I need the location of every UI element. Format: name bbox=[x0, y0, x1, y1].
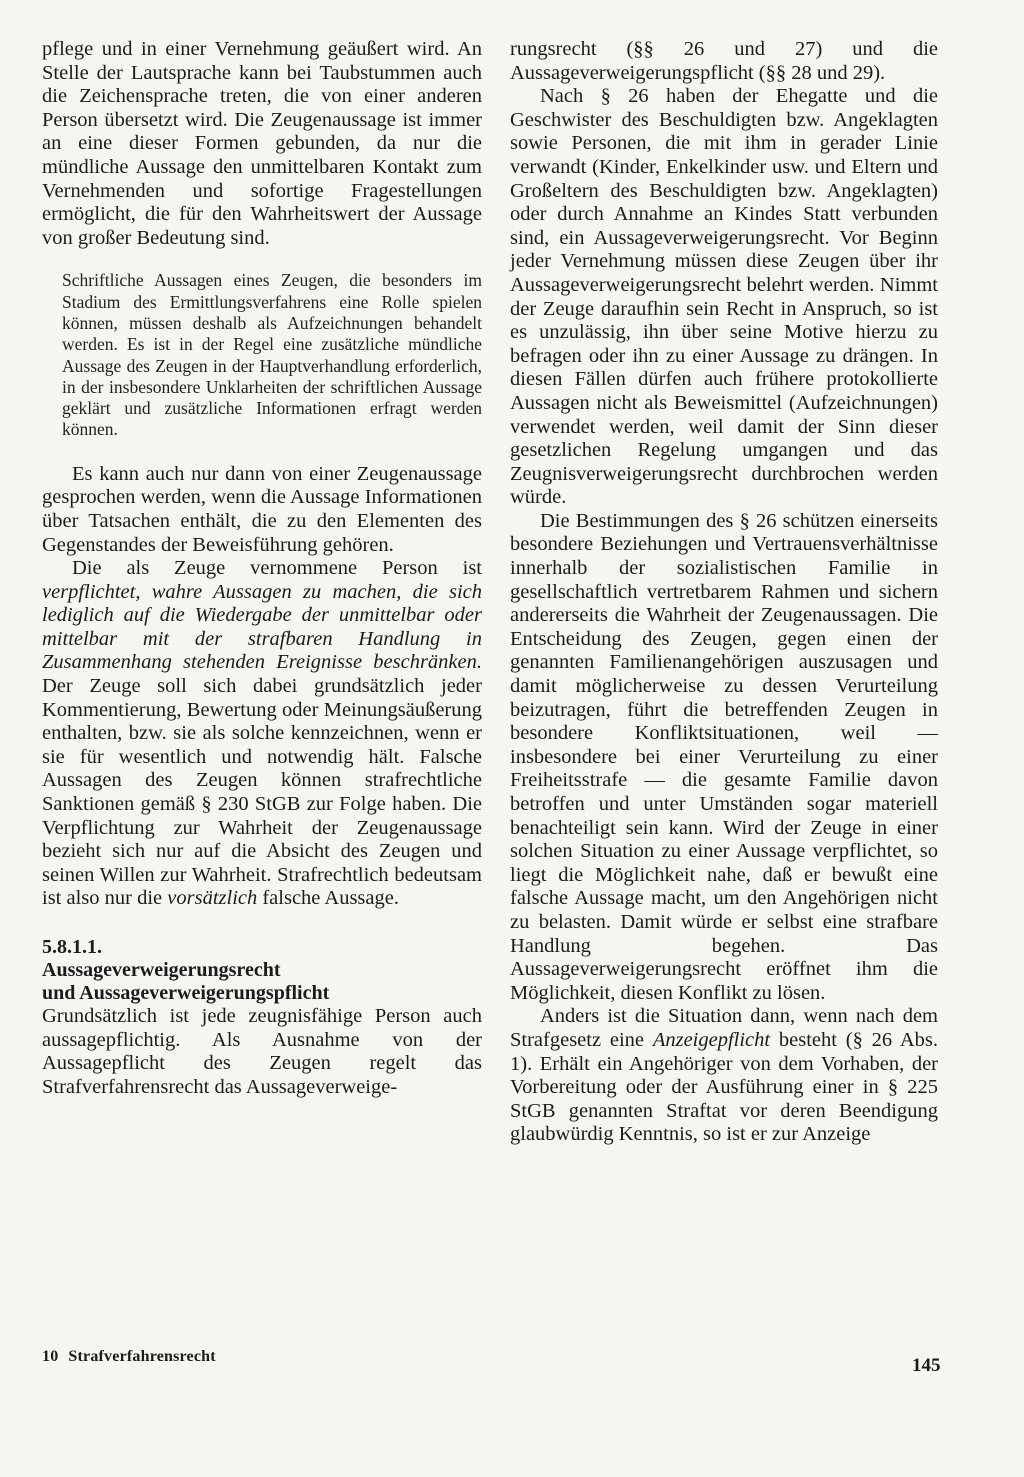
left-column bbox=[42, 38, 482, 1099]
paragraph: Die Bestimmungen des § 26 schützen einerseits besondere Beziehungen und Vertrauensverhältnisse innerhalb der sozialistischen Familie in gesellschaftlich vertretbarem Rahmen und sichern andererseits die Wahrheit der Zeugenaussagen. Die Entscheidung des Zeugen, gegen einen der genannten Familienangehörigen auszusagen und damit möglicherweise zu dessen Verurteilung beizutragen, führt die betreffenden Zeugen in besondere Konfliktsituationen, weil — insbesondere bei einer Verurteilung zu einer Freiheitsstrafe — die gesamte Familie davon betroffen und unter Umständen sogar materiell benachteiligt sein kann. Wird der Zeuge in einer solchen Situation zu einer Aussage verpflichtet, so liegt die Möglichkeit nahe, daß er bewußt eine falsche Aussage macht, um den Angehörigen nicht zu belasten. Damit würde er selbst eine strafbare Handlung begehen. Das Aussageverweigerungsrecht eröffnet ihm die Möglichkeit, diesen Konflikt zu lösen. bbox=[510, 509, 938, 1004]
paragraph bbox=[42, 557, 482, 911]
section-number: 5.8.1.1. bbox=[42, 936, 102, 958]
paragraph: pflege und in einer Vernehmung geäußert wird. An Stelle der Lautsprache kann bei Taubstummen auch die Zeichensprache treten, die von einer anderen Person übersetzt wird. Die Zeugenaussage ist immer an eine dieser Formen gebunden, da nur die mündliche Aussage den unmittelbaren Kontakt zum Vernehmenden und sofortige Fragestellungen ermöglicht, die für den Wahrheitswert der Aussage von großer Bedeutung sind. bbox=[42, 38, 482, 249]
paragraph: rungsrecht (§§ 26 und 27) und die Aussageverweigerungspflicht (§§ 28 und 29). bbox=[510, 38, 938, 84]
text-run: Die als Zeuge vernommene Person ist bbox=[72, 557, 482, 580]
italic-text: vorsätzlich bbox=[167, 887, 258, 910]
note-paragraph: Schriftliche Aussagen eines Zeugen, die besonders im Stadium des Ermittlungsverfahrens eine Rolle spielen können, müssen deshalb als Aufzeichnungen behandelt werden. Es ist in der Regel eine zusätzliche mündliche Aussage des Zeugen in der Hauptverhandlung erforderlich, in der insbesondere Unklarheiten der schriftlichen Aussage geklärt und zusätzliche Informationen erfragt werden können. bbox=[62, 270, 482, 440]
text-run: besteht (§ 26 Abs. 1). Erhält ein Angehöriger von dem Vorhaben, der Vorbereitung oder der Ausführung einer in § 225 StGB genannten Straftat vor deren Beendigung glaubwürdig Kenntnis, so ist er zur Anzeige bbox=[510, 1028, 938, 1146]
paragraph bbox=[510, 1005, 938, 1147]
italic-text: Anzeigepflicht bbox=[652, 1028, 771, 1051]
text-run: Anders ist die Situation dann, wenn nach dem Strafgesetz eine bbox=[510, 1005, 938, 1051]
text-run: falsche Aussage. bbox=[257, 887, 399, 910]
section-title: Aussageverweigerungsrecht bbox=[42, 959, 281, 981]
paragraph: Nach § 26 haben der Ehegatte und die Geschwister des Beschuldigten bzw. Angeklagten sowie Personen, die mit ihm in gerader Linie verwandt (Kinder, Enkelkinder usw. und Eltern und Großeltern des Beschuldigten bzw. Angeklagten) oder durch Annahme an Kindes Statt verbunden sind, ein Aussageverweigerungsrecht. Vor Beginn jeder Vernehmung müssen diese Zeugen über ihr Aussageverweigerungsrecht belehrt werden. Nimmt der Zeuge daraufhin sein Recht in Anspruch, so ist es unzulässig, ihn über seine Motive hierzu zu befragen oder ihn zu einer Aussage zu drängen. In diesen Fällen dürfen auch frühere protokollierte Aussagen nicht als Beweismittel (Aufzeichnungen) verwendet werden, weil damit der Sinn dieser gesetzlichen Regelung umgangen und das Zeugnisverweigerungsrecht durchbrochen werden würde. bbox=[510, 85, 938, 509]
paragraph: Es kann auch nur dann von einer Zeugenaussage gesprochen werden, wenn die Aussage Informationen über Tatsachen enthält, die zu den Elementen des Gegenstandes der Beweisführung gehören. bbox=[42, 462, 482, 556]
page-number: 145 bbox=[912, 1355, 941, 1376]
signature-number: 10 bbox=[42, 1348, 59, 1365]
section-title: und Aussageverweigerungspflicht bbox=[42, 982, 330, 1004]
paragraph: Grundsätzlich ist jede zeugnisfähige Person auch aussagepflichtig. Als Ausnahme von der Aussagepflicht des Zeugen regelt das Strafverfahrensrecht das Aussageverweige- bbox=[42, 1005, 482, 1098]
signature-mark bbox=[42, 1348, 216, 1366]
right-column bbox=[510, 38, 938, 1147]
italic-text: verpflichtet, wahre Aussagen zu machen, die sich lediglich auf die Wiedergabe der unmittelbar oder mittelbar mit der strafbaren Handlung in Zusammenhang stehenden Ereignisse beschränken. bbox=[42, 580, 482, 674]
text-run: Der Zeuge soll sich dabei grundsätzlich jeder Kommentierung, Bewertung oder Meinungsäußerung enthalten, bzw. sie als solche kennzeichnen, wenn er sie für wesentlich und notwendig hält. Falsche Aussagen des Zeugen können strafrechtliche Sanktionen gemäß § 230 StGB zur Folge haben. Die Verpflichtung zur Wahrheit der Zeugenaussage bezieht sich nur auf die Absicht des Zeugen und seinen Willen zur Wahrheit. Strafrechtlich bedeutsam ist also nur die bbox=[42, 675, 482, 910]
signature-title: Strafverfahrensrecht bbox=[68, 1348, 216, 1365]
